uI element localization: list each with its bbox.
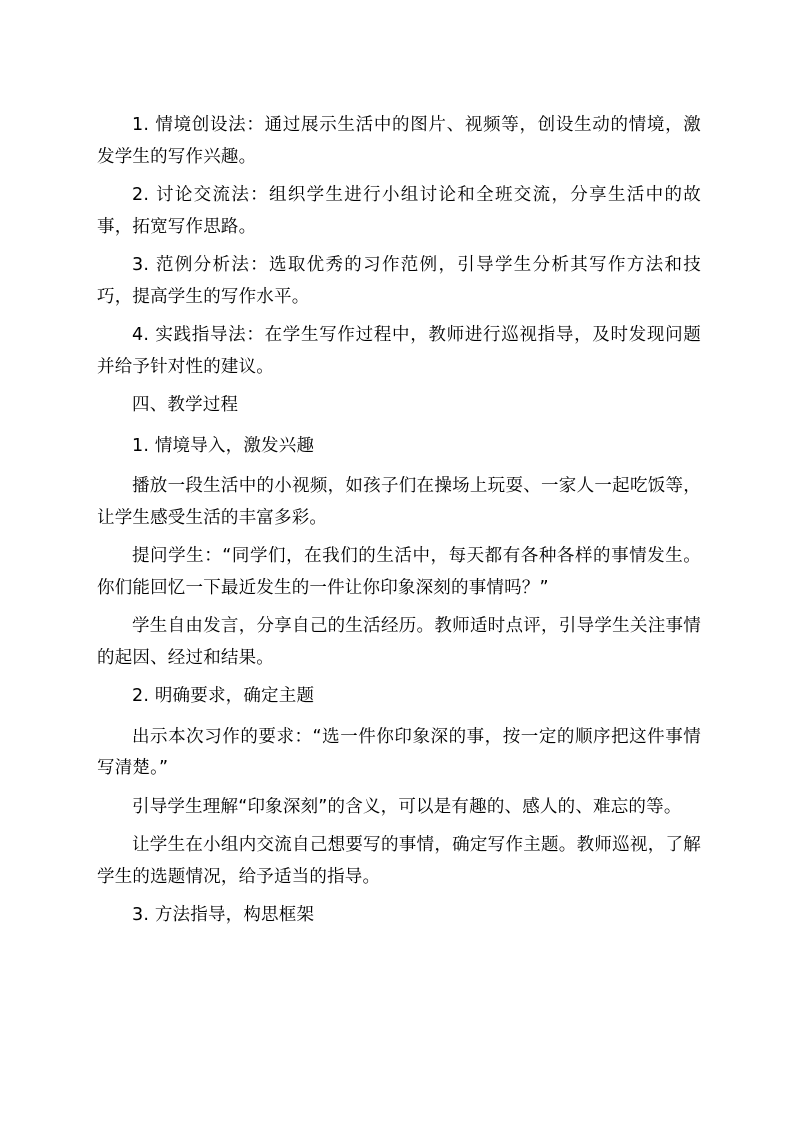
paragraph-method-4: 4. 实践指导法：在学生写作过程中，教师进行巡视指导，及时发现问题并给予针对性的建议。 (97, 325, 701, 377)
document-body (97, 110, 701, 941)
step-heading-2: 2. 明确要求，确定主题 (132, 686, 315, 706)
paragraph-question: 提问学生：“同学们，在我们的生活中，每天都有各种各样的事情发生。你们能回忆一下最近发生的一件让你印象深刻的事情吗？” (97, 546, 701, 598)
step-heading-1: 1. 情境导入，激发兴趣 (132, 435, 315, 456)
paragraph-student-speak: 学生自由发言，分享自己的生活经历。教师适时点评，引导学生关注事情的起因、经过和结果。 (97, 616, 701, 668)
paragraph-method-1: 1. 情境创设法：通过展示生活中的图片、视频等，创设生动的情境，激发学生的写作兴趣。 (97, 115, 701, 167)
paragraph-requirement: 出示本次习作的要求：“选一件你印象深的事，按一定的顺序把这件事情写清楚。” (97, 726, 701, 778)
section-heading-teaching-process: 四、教学过程 (132, 395, 239, 415)
paragraph-video: 播放一段生活中的小视频，如孩子们在操场上玩耍、一家人一起吃饭等，让学生感受生活的丰富多彩。 (97, 476, 701, 528)
paragraph-understand: 引导学生理解“印象深刻”的含义，可以是有趣的、感人的、难忘的等。 (132, 796, 682, 817)
paragraph-group-topic: 让学生在小组内交流自己想要写的事情，确定写作主题。教师巡视，了解学生的选题情况，给予适当的指导。 (97, 835, 701, 887)
paragraph-method-2: 2. 讨论交流法：组织学生进行小组讨论和全班交流，分享生活中的故事，拓宽写作思路。 (97, 185, 701, 237)
paragraph-method-3: 3. 范例分析法：选取优秀的习作范例，引导学生分析其写作方法和技巧，提高学生的写作水平。 (97, 255, 701, 307)
step-heading-3: 3. 方法指导，构思框架 (132, 905, 315, 925)
